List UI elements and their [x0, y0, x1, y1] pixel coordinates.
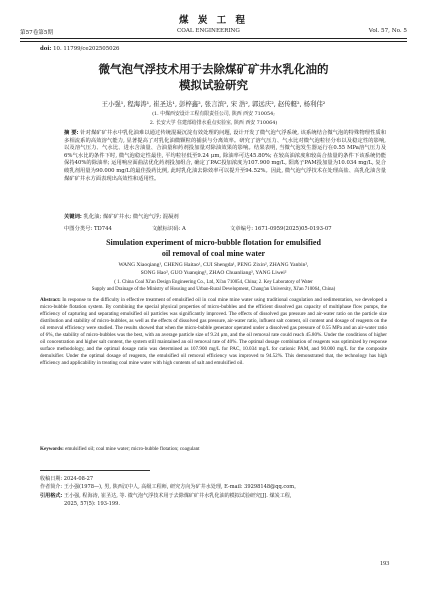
- affiliation-cn-2: 2. 长安大学 住建部给排水重点实验室, 陕西 西安 710064): [149, 120, 278, 126]
- clc-number: 中图分类号: TD744: [64, 226, 112, 232]
- received-date: 收稿日期: 2024-08-27: [40, 476, 94, 482]
- abstract-en-text: In response to the difficulty in effective treatment of emulsified oil in coal mine mine water using traditional coagulation and sedimentation, we developed a micro-bubble flotation system. By combining the special physical properties of micro-bubbles and the efficient dissolved gas capacity of multiphase flow pumps, the efficiency of capturing and separating emulsified oil particles was significantly improved. The effects of dissolved gas pressure and air-water ratio on the particle size distribution and stability of micro-bubbles, as well as the effects of dissolved gas pressure, air-water ratio, influent salt content, oil content and dosage of reagents on the oil removal efficiency were studied. The results showed that when the micro-bubble generator operated under a dissolved gas pressure of 0.55 MPa and an air-water ratio of 6%, the stability of micro-bubbles was the best, with an average particle size of 9.24 μm, and the oil removal rate could reach 45.80%. Under the conditions of higher oil concentration and higher salt content, the system still maintained an oil removal rate of 40%. The optimal dosage combination of reagents was optimized by response surface methodology, and the optimal dosage ratio was determined as 107.900 mg/L for PAC, 10.034 mg/L for cationic PAM, and 90.000 mg/L for the composite demulsifier. Under the optimal dosage of reagents, the emulsified oil removal efficiency was improved to 94.52%. This demonstrated that, the technology has high efficiency and applicability in treating coal mine water with high contents of salt and emulsified oil.: [40, 297, 387, 367]
- abstract-cn-text: 针对煤矿矿井水中乳化油难以通过传统混凝沉淀有效处理的问题, 设计开发了微气泡气浮系统, 该系统结合微气泡的特殊物理性质和多相流系的高效溶气能力, 显著提高了对乳化油微颗粒的捕获与分离效率。研究了溶气压力、气水比对微气泡粒径分布以及稳定性的影响, 以及溶气压力、气水比、进水含油量、合油量和药剂投加量对除油效果的影响。结果表明, 当微气泡发生器运行在0.55 MPa溶气压力及6%气水比的条件下时, 微气泡稳定性最佳, 平均粒径低至9.24 μm, 除油率可达45.80%; 在较高油浓度和较高合盐量的条件下该系统仍能保持40%的除油率; 运用响应面曲法优化药剂投加组合, 确定了PAC投加浓度为107.900 mg/L, 阳离子PAM投加量为10.034 mg/L, 复合破乳剂用量为90.000 mg/L的最佳投药比例, 此时乳化油去除效率可以提升至94.52%。因此, 微气泡气浮技术在处理高盐、高乳化油含量煤矿矿井水方面表现出高效性和适用性。: [64, 130, 386, 182]
- volume-issue-cn: 第57卷第5期: [20, 30, 54, 36]
- citation-label: 引用格式:: [40, 492, 63, 499]
- article-title-cn-line1: 微气泡气浮技术用于去除煤矿矿井水乳化油的: [98, 62, 329, 76]
- affiliation-cn-1: (1. 中煤西安设计工程有限责任公司, 陕西 西安 710054;: [152, 111, 275, 117]
- keywords-cn-text: 乳化油; 煤矿矿井水; 微气泡气浮; 混凝剂: [83, 214, 179, 220]
- authors-en-line1: WANG Xiaoqiang¹, CHENG Haitao¹, CUI Shengda¹, PENG Zixin², ZHANG Yanbin²,: [118, 262, 309, 268]
- keywords-cn: [64, 212, 386, 220]
- journal-title: 煤 炭 工 程: [179, 15, 248, 26]
- citation-line2: 2025, 57(5): 193-199.: [64, 501, 121, 508]
- affiliation-en-line2: Supply and Drainage of the Ministry of Housing and Urban-Rural Development, Chang'an University, Xi'an 710064, China): [91, 286, 336, 292]
- article-number: 文章编号: 1671-0959(2025)05-0193-07: [230, 226, 332, 232]
- abstract-en-label: Abstract:: [40, 297, 61, 303]
- document-code: 文献标识码: A: [152, 226, 186, 232]
- affiliation-en: [40, 280, 387, 293]
- article-title-en-line1: Simulation experiment of micro-bubble flotation for emulsified: [106, 238, 321, 247]
- author-bio: 作者简介: 王小强(1978—), 男, 陕西汉中人, 高级工程师, 研究方向为矿井水处理, E-mail: 39298148@qq.com。: [40, 484, 300, 491]
- abstract-cn: [64, 130, 386, 183]
- article-title-cn-line2: 模拟试验研究: [179, 78, 248, 92]
- abstract-cn-label: 摘 要:: [64, 130, 79, 136]
- citation: [40, 492, 390, 500]
- authors-en-line2: SONG Hao², GUO Yuanqing², ZHAO Chuanliang², YANG Liwei²: [140, 270, 287, 276]
- keywords-en: [40, 446, 387, 452]
- page-number: 193: [380, 560, 390, 567]
- keywords-cn-label: 关键词:: [64, 214, 82, 220]
- doi-value: 10. 11799/ce202505026: [51, 46, 120, 52]
- journal-name-en: COAL ENGINEERING: [177, 28, 240, 34]
- keywords-en-label: Keywords:: [40, 446, 64, 452]
- authors-cn: 王小强¹, 程海涛¹, 崔圣达¹, 彭梓鑫², 张言滨², 宋 浩², 郭远庆², 赵传艇², 杨利伟²: [101, 100, 326, 108]
- keywords-en-text: emulsified oil; coal mine water; micro-bubble flotation; coagulant: [65, 446, 200, 452]
- volume-issue-en: Vol. 57, No. 5: [368, 28, 407, 34]
- citation-line1: 王小强, 程海涛, 崔圣达, 等. 微气泡气浮技术用于去除煤矿矿井水乳化油的模拟试验研究[J]. 煤炭工程,: [63, 492, 292, 499]
- doi-label: doi:: [40, 46, 52, 52]
- article-title-en-line2: oil removal of coal mine water: [161, 249, 266, 258]
- abstract-en: [40, 297, 387, 367]
- doi: [40, 46, 119, 52]
- header-rule: [20, 38, 407, 39]
- footnote-rule: [40, 470, 150, 471]
- affiliation-en-line1: ( 1. China Coal Xi'an Design Engineering Co., Ltd, Xi'an 710054, China; 2. Key Laboratory of Water: [114, 280, 313, 285]
- footnotes: [40, 475, 390, 509]
